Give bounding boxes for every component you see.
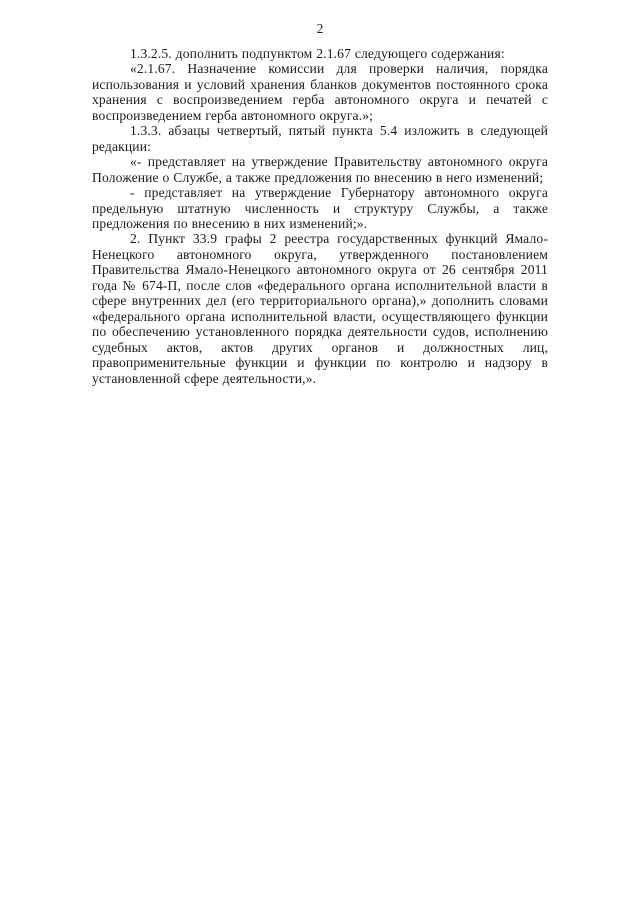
paragraph-1-3-3: 1.3.3. абзацы четвертый, пятый пункта 5.4 изложить в следующей редакции: [92,123,548,154]
page-number: 2 [316,21,324,36]
paragraph-abzac-pyatyy: - представляет на утверждение Губернатору автономного округа предельную штатную численность и структуру Службы, а также предложения по внесению в них изменений;». [92,185,548,231]
document-body [92,46,548,386]
paragraph-1-3-2-5: 1.3.2.5. дополнить подпунктом 2.1.67 следующего содержания: [130,46,505,61]
paragraph-abzac-chetvertyy: «- представляет на утверждение Правительству автономного округа Положение о Службе, а также предложения по внесению в него изменений; [92,154,548,185]
paragraph-2-punkt-33-9: 2. Пункт 33.9 графы 2 реестра государственных функций Ямало-Ненецкого автономного округа, утвержденного постановлением Правительства Ямало-Ненецкого автономного округа от 26 сентября 2011 года № 674-П, после слов «федерального органа исполнительной власти в сфере внутренних дел (его территориального органа),» дополнить словами «федерального органа исполнительной власти, осуществляющего функции по обеспечению установленного порядка деятельности судов, исполнению судебных актов, актов других органов и должностных лиц, правоприменительные функции и функции по контролю и надзору в установленной сфере деятельности,». [92,231,548,386]
paragraph-2-1-67: «2.1.67. Назначение комиссии для проверки наличия, порядка использования и условий хранения бланков документов постоянного срока хранения с воспроизведением герба автономного округа и печатей с воспроизведением герба автономного округа.»; [92,61,548,123]
